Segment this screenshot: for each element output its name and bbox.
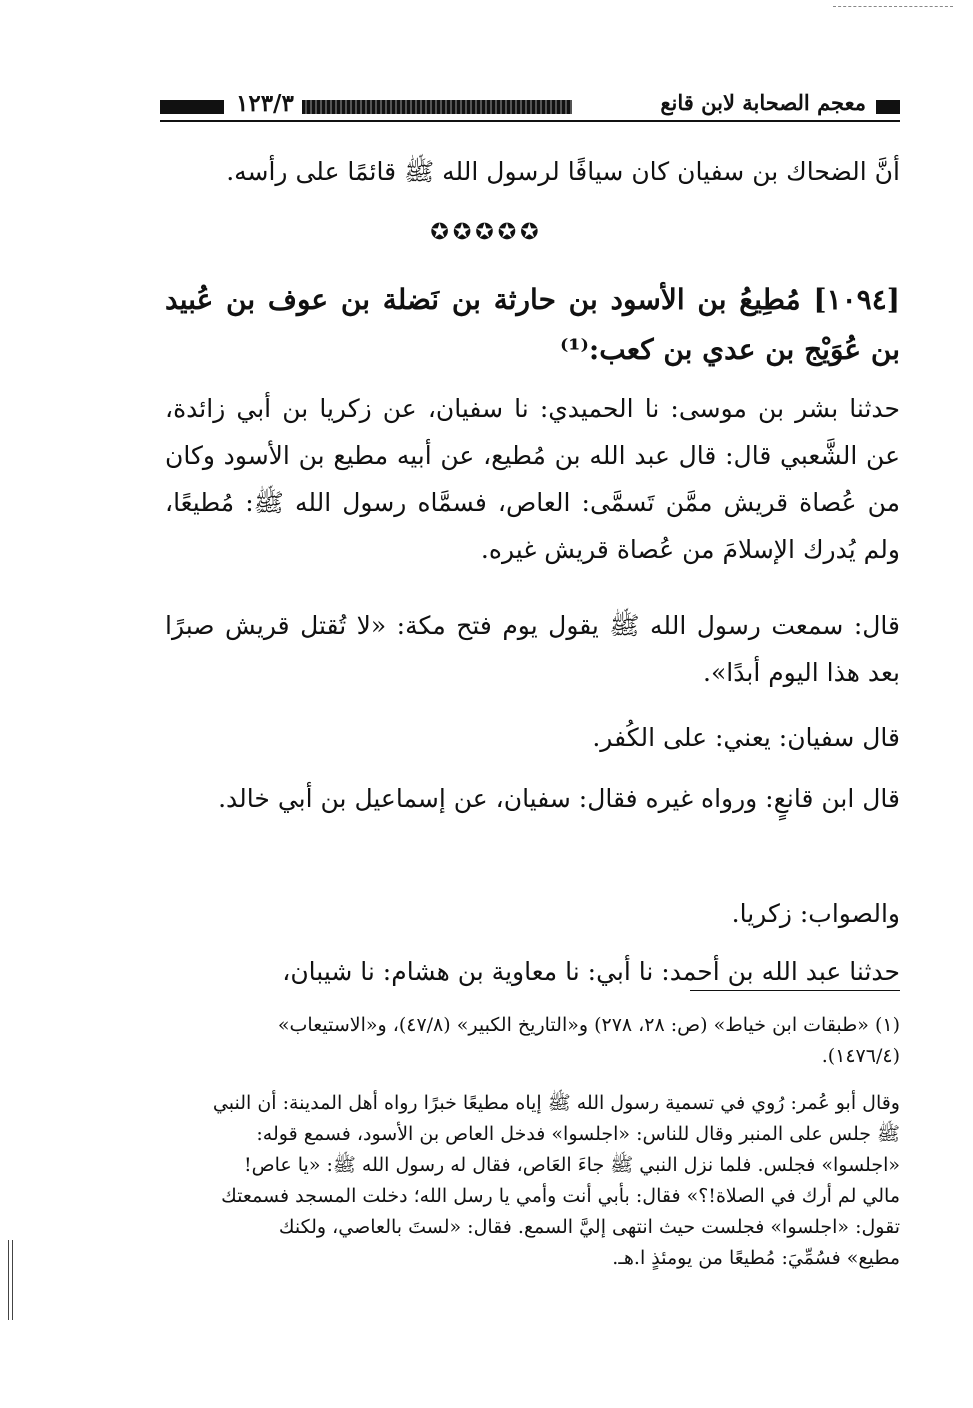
section-divider-stars: ✪✪✪✪✪ [430, 220, 543, 245]
footnote-line: مطيع» فسُمِّيَ: مُطيعًا من يومئذٍ ا.هـ. [612, 1247, 900, 1269]
footnote-line: وقال أبو عُمر: رُوي في تسمية رسول الله ﷺ إياه مطيعًا خبرًا رواه أهل المدينة: أن النبي [212, 1092, 900, 1114]
running-header [160, 90, 900, 124]
paragraph-continuation: أنَّ الضحاك بن سفيان كان سيافًا لرسول الله ﷺ قائمًا على رأسه. [226, 157, 900, 186]
header-rule-middle [302, 100, 572, 114]
paragraph-sufyan-note: قال سفيان: يعني: على الكُفر. [592, 723, 900, 752]
paragraph-correction: والصواب: زكريا. [731, 899, 900, 928]
footnote-line: تقول: «اجلسوا» فجلست حيث انتهى إليَّ السمع. فقال: «لستَ بالعاصي، ولكنك [278, 1216, 900, 1238]
footnote-line: (١٤٧٦/٤). [821, 1045, 900, 1067]
footnote-separator [690, 990, 900, 991]
scan-edge-marks [8, 1240, 14, 1320]
footnote-quote [165, 1088, 900, 1274]
entry-heading: [١٠٩٤] مُطِيعُ بن الأسود بن حارثة بن نَضلة بن عوف بن عُبيد بن عُوَيْج بن عدي بن كعب:⁽¹⁾ [165, 283, 900, 366]
footnote-line: مالي لم أرك في الصلاة!؟» فقال: بأبي أنت وأمي يا رسل الله؛ دخلت المسجد فسمعتك [221, 1185, 900, 1207]
header-rule-right [876, 100, 900, 114]
footnote-line: (١) «طبقات ابن خياط» (ص: ٢٨، ٢٧٨) و«التاريخ الكبير» (٤٧/٨)، و«الاستيعاب» [277, 1014, 900, 1036]
page-number: ١٢٣/٣ [230, 90, 300, 117]
scan-mark [833, 6, 953, 8]
footnote-line: ﷺ جلس على المنبر وقال للناس: «اجلسوا» فدخل العاص بن الأسود، فسمع قوله: [256, 1123, 900, 1145]
footnote-1 [165, 1010, 900, 1072]
footnote-line: «اجلسوا» فجلس. فلما نزل النبي ﷺ جاءَ العَاص، فقال له رسول الله ﷺ: «يا عاص! [243, 1154, 900, 1176]
paragraph-ibn-qani-note: قال ابن قانعٍ: ورواه غيره فقال: سفيان، عن إسماعيل بن أبي خالد. [218, 784, 900, 813]
paragraph-hadith-text: قال: سمعت رسول الله ﷺ يقول يوم فتح مكة: «لا تُقتل قريش صبرًا بعد هذا اليوم أبدًا». [165, 611, 900, 687]
header-underline [160, 120, 900, 122]
header-rule-left [160, 100, 224, 114]
paragraph-hadith-chain: حدثنا بشر بن موسى: نا الحميدي: نا سفيان، عن زكريا بن أبي زائدة، عن الشَّعبي قال: قال عبد الله بن مُطيع، عن أبيه مطيع بن الأسود وكان من عُصاة قريش ممَّن تَسمَّى: العاص، فسمَّاه رسول الله ﷺ: مُطيعًا، ولم يُدرك الإسلامَ من عُصاة قريش غيره. [165, 394, 900, 564]
book-title: معجم الصحابة لابن قانع [656, 90, 870, 115]
paragraph-next-chain: حدثنا عبد الله بن أحمد: نا أبي: نا معاوية بن هشام: نا شيبان، [282, 957, 900, 986]
